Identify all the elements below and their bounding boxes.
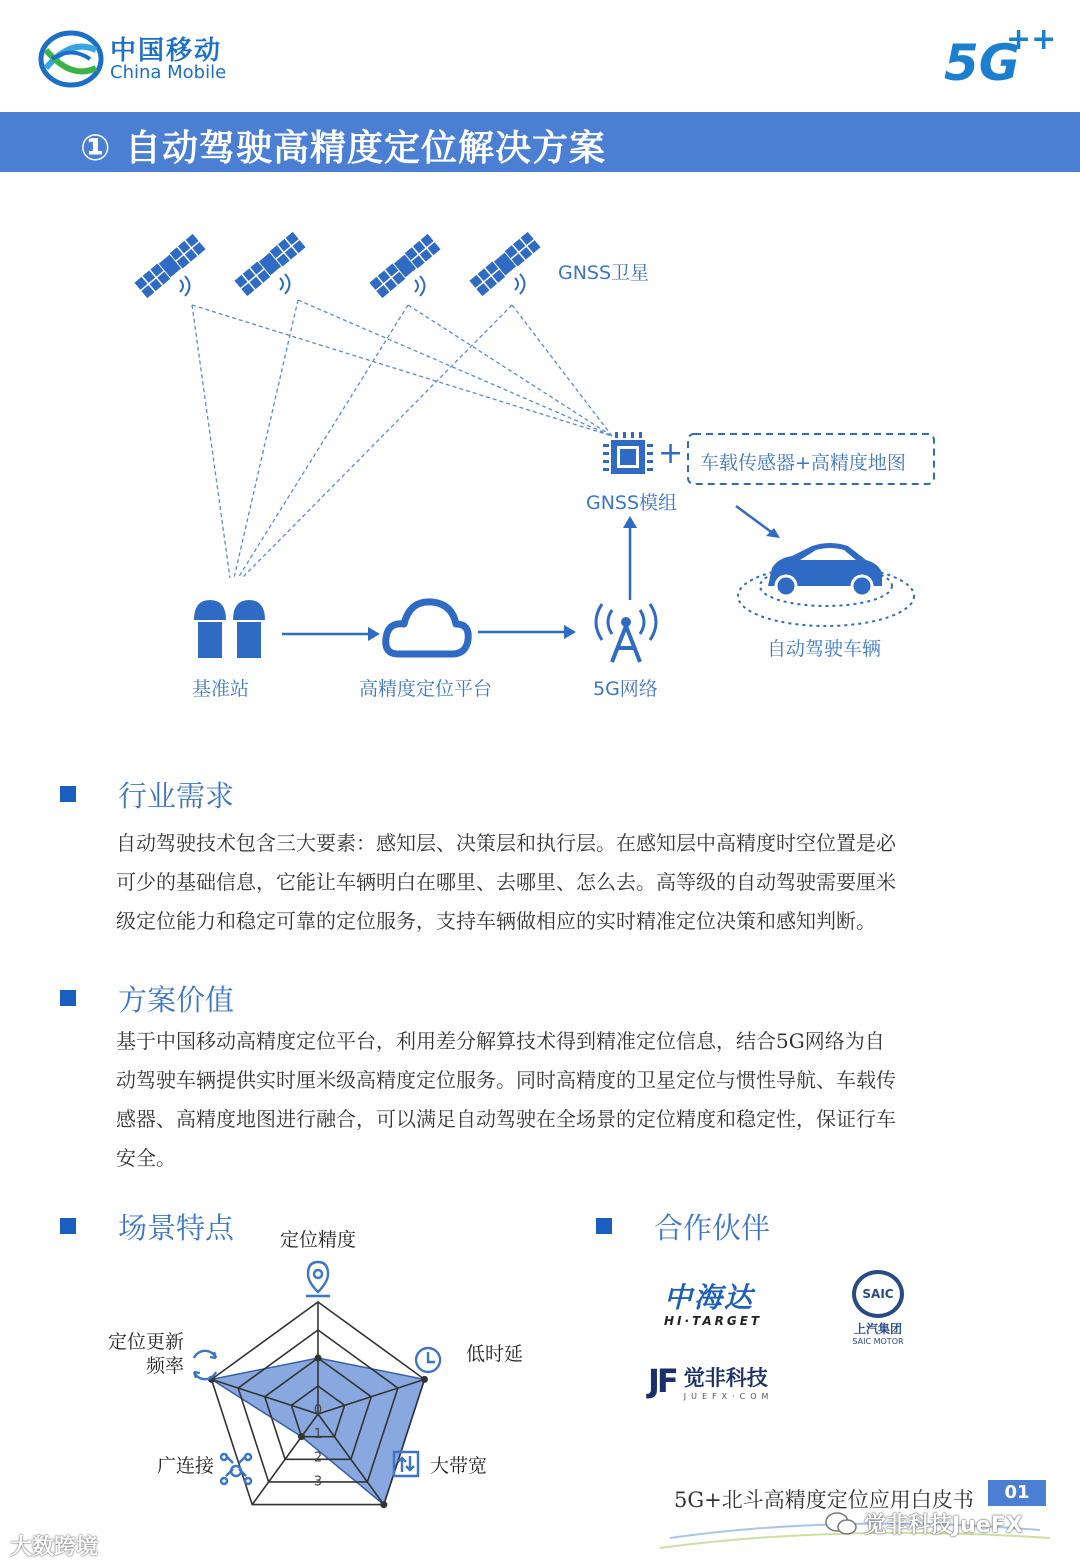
juefx-name-cn: 觉非科技 [683, 1366, 768, 1390]
juefx-mark: JF [648, 1362, 676, 1400]
paragraph-line: 可少的基础信息，它能让车辆明白在哪里、去哪里、怎么去。高等级的自动驾驶需要厘米 [116, 870, 896, 894]
module-label: GNSS模组 [586, 492, 678, 514]
saic-logo [846, 1270, 910, 1346]
radar-data-point [421, 1376, 428, 1383]
juefx-name-en: JUEFX·COM [683, 1392, 774, 1401]
juefx-logo [648, 1362, 773, 1401]
5g-badge-text: 5G [944, 34, 1020, 92]
paragraph-line: 自动驾驶技术包含三大要素：感知层、决策层和执行层。在感知层中高精度时空位置是必 [116, 831, 896, 855]
radar-data-point [315, 1355, 322, 1362]
saic-name-cn: 上汽集团 [853, 1322, 902, 1336]
5g-badge-plus: ++ [1006, 22, 1057, 57]
section-bullet [596, 1218, 612, 1234]
location-pin-icon [306, 1262, 330, 1296]
watermark-right [824, 1508, 1023, 1539]
brand-name-cn: 中国移动 [110, 36, 223, 66]
radar-axis-label: 频率 [145, 1355, 184, 1377]
radar-axis-label: 广连接 [156, 1455, 214, 1477]
page-number: 01 [988, 1480, 1046, 1506]
paragraph-line: 感器、高精度地图进行融合，可以满足自动驾驶在全场景的定位精度和稳定性，保证行车 [116, 1107, 896, 1131]
vehicle-label: 自动驾驶车辆 [767, 638, 882, 660]
saic-emblem [852, 1270, 904, 1318]
paragraph-line: 安全。 [116, 1146, 176, 1170]
radar-tick-label: 2 [313, 1450, 323, 1466]
refresh-icon [194, 1351, 216, 1379]
section-title-scenario: 场景特点 [118, 1211, 235, 1245]
hitarget-name-cn: 中海达 [664, 1281, 755, 1314]
base-station-label: 基准站 [192, 678, 250, 700]
radar-tick-label: 3 [313, 1474, 323, 1490]
sensor-map-label: 车载传感器+高精度地图 [700, 452, 906, 474]
clock-icon [416, 1348, 440, 1372]
wechat-icon [824, 1510, 858, 1538]
radar-axis-label: 大带宽 [430, 1455, 488, 1477]
saic-name-en: SAIC MOTOR [852, 1337, 904, 1346]
hitarget-logo [664, 1276, 762, 1328]
radar-tick-label: 0 [313, 1403, 323, 1418]
footer-title: 5G+北斗高精度定位应用白皮书 [674, 1488, 974, 1512]
plus-sign: + [658, 436, 684, 471]
network-nodes-icon [221, 1454, 251, 1484]
radar-axis-label: 低时延 [466, 1343, 524, 1365]
section-title-value: 方案价值 [118, 983, 235, 1017]
section-title-partners: 合作伙伴 [654, 1211, 771, 1245]
hitarget-name-en: HI·TARGET [664, 1314, 763, 1328]
saic-badge-text: SAIC [862, 1287, 894, 1301]
watermark-left: 大数跨境 [10, 1535, 99, 1560]
radar-data-point [298, 1433, 305, 1440]
paragraph-line: 级定位能力和稳定可靠的定位服务，支持车辆做相应的实时精准定位决策和感知判断。 [116, 909, 876, 933]
satellites-label: GNSS卫星 [558, 262, 650, 284]
radar-axis-label: 定位精度 [279, 1229, 357, 1251]
section-title-demand: 行业需求 [118, 779, 235, 813]
page-title: ① 自动驾驶高精度定位解决方案 [80, 128, 607, 169]
platform-label: 高精度定位平台 [359, 678, 493, 700]
network-label: 5G网络 [593, 678, 658, 700]
paragraph-line: 动驾驶车辆提供实时厘米级高精度定位服务。同时高精度的卫星定位与惯性导航、车载传 [116, 1068, 896, 1092]
watermark-right-text: 觉非科技JueFX [864, 1513, 1023, 1538]
paragraph-line: 基于中国移动高精度定位平台，利用差分解算技术得到精准定位信息，结合5G网络为自 [116, 1029, 885, 1053]
radar-tick-label: 1 [313, 1426, 323, 1442]
radar-data-point [380, 1501, 387, 1508]
brand-name-en: China Mobile [110, 62, 227, 83]
radar-axis-label: 定位更新 [107, 1331, 184, 1353]
